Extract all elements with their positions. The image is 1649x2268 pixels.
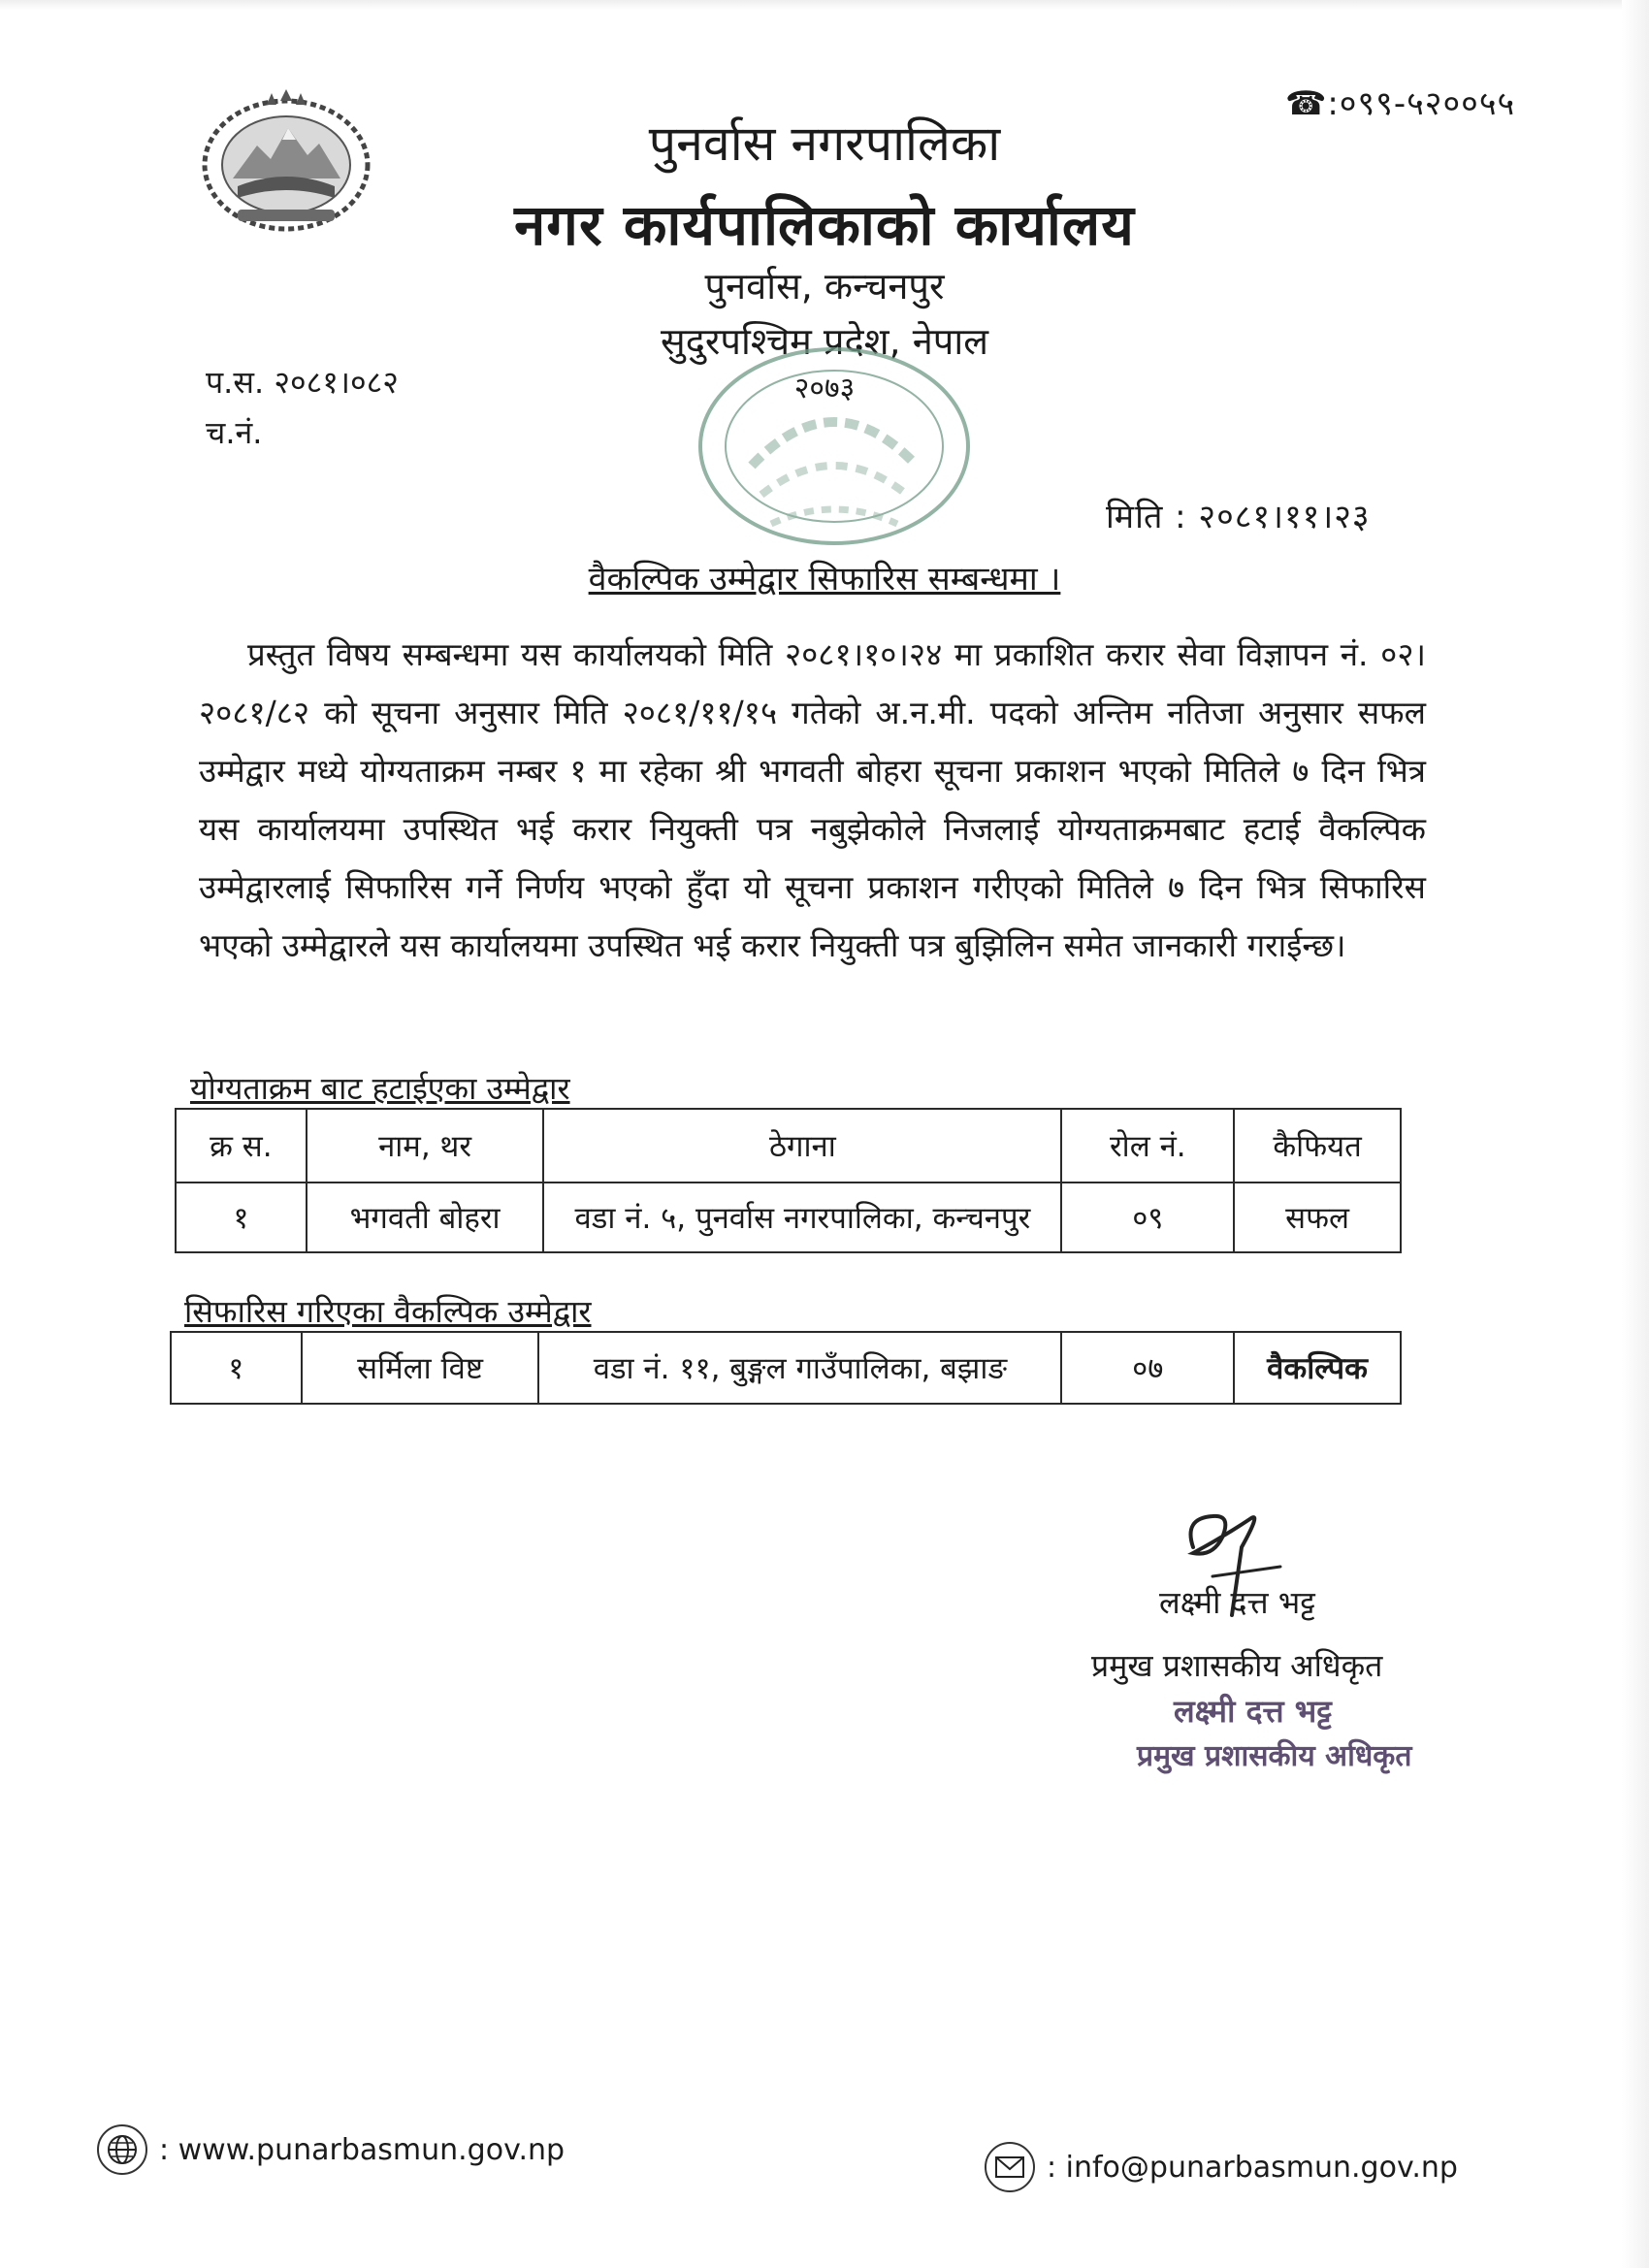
table-row [171, 1332, 1401, 1404]
scan-top-edge [0, 0, 1649, 10]
email-link[interactable]: : info@punarbasmun.gov.np [1047, 2150, 1458, 2185]
cell-roll: ०९ [1061, 1183, 1234, 1252]
stamp-title: प्रमुख प्रशासकीय अधिकृत [1137, 1739, 1412, 1773]
stamp-name: लक्ष्मी दत्त भट्ट [1174, 1693, 1332, 1730]
header-serial: क्र स. [176, 1109, 307, 1183]
cell-address: वडा नं. ५, पुनर्वास नगरपालिका, कन्चनपुर [543, 1183, 1061, 1252]
removed-candidates-title: योग्यताक्रम बाट हटाईएका उम्मेद्वार [190, 1070, 570, 1107]
mail-icon [985, 2142, 1035, 2192]
cell-address: वडा नं. ११, बुङ्गल गाउँपालिका, बझाङ [538, 1332, 1061, 1404]
footer-email [985, 2142, 1458, 2192]
cell-name: सर्मिला विष्ट [302, 1332, 539, 1404]
globe-icon [97, 2124, 147, 2175]
signatory-title: प्रमुख प्रशासकीय अधिकृत [1091, 1647, 1383, 1684]
cell-name: भगवती बोहरा [307, 1183, 544, 1252]
seal-year: २०७३ [793, 372, 856, 405]
chalani-number: च.नं. [206, 414, 263, 451]
footer-website [97, 2124, 565, 2175]
subject-line [0, 555, 1649, 599]
cell-serial: १ [176, 1183, 307, 1252]
office-province: सुदुरपश्चिम प्रदेश, नेपाल [661, 320, 988, 363]
signatory-name: लक्ष्मी दत्त भट्ट [1159, 1584, 1315, 1621]
header-remarks: कैफियत [1234, 1109, 1401, 1183]
header-roll: रोल नं. [1061, 1109, 1234, 1183]
cell-remarks: वैकल्पिक [1234, 1332, 1401, 1404]
cell-roll: ०७ [1061, 1332, 1234, 1404]
cell-remarks: सफल [1234, 1183, 1401, 1252]
cell-serial: १ [171, 1332, 302, 1404]
patra-sankhya: प.स. २०८१।०८२ [206, 364, 399, 401]
letter-date: मिति : २०८१।११।२३ [1106, 498, 1371, 536]
phone-number: ☎:०९९-५२००५५ [1285, 84, 1516, 123]
table-header-row [176, 1109, 1401, 1183]
removed-candidates-table [175, 1108, 1402, 1253]
body-paragraph: प्रस्तुत विषय सम्बन्धमा यस कार्यालयको मिति २०८१।१०।२४ मा प्रकाशित करार सेवा विज्ञापन नं. ०२।२०८१/८२ को सूचना अनुसार मिति २०८१/११/१५ गतेको अ.न.मी. पदको अन्तिम नतिजा अनुसार सफल उम्मेद्वार मध्ये योग्यताक्रम नम्बर १ मा रहेका श्री भगवती बोहरा सूचना प्रकाशन भएको मितिले ७ दिन भित्र यस कार्यालयमा उपस्थित भई करार नियुक्ती पत्र नबुझेकोले निजलाई योग्यताक्रमबाट हटाई वैकल्पिक उम्मेद्वारलाई सिफारिस गर्ने निर्णय भएको हुँदा यो सूचना प्रकाशन गरीएको मितिले ७ दिन भित्र सिफारिस भएको उम्मेद्वारले यस कार्यालयमा उपस्थित भई करार नियुक्ती पत्र बुझिलिन समेत जानकारी गराईन्छ। [199, 635, 1426, 964]
office-title: नगर कार्यपालिकाको कार्यालय [514, 192, 1135, 258]
recommended-candidates-table [170, 1331, 1402, 1405]
website-link[interactable]: : www.punarbasmun.gov.np [159, 2132, 566, 2167]
municipality-name: पुनर्वास नगरपालिका [648, 115, 1001, 172]
recommended-candidates-title: सिफारिस गरिएका वैकल्पिक उम्मेद्वार [184, 1293, 592, 1330]
header-name: नाम, थर [307, 1109, 544, 1183]
header-address: ठेगाना [543, 1109, 1061, 1183]
office-location: पुनर्वास, कन्चनपुर [704, 265, 945, 308]
table-row [176, 1183, 1401, 1252]
subject-text: वैकल्पिक उम्मेद्वार सिफारिस सम्बन्धमा । [588, 560, 1061, 599]
